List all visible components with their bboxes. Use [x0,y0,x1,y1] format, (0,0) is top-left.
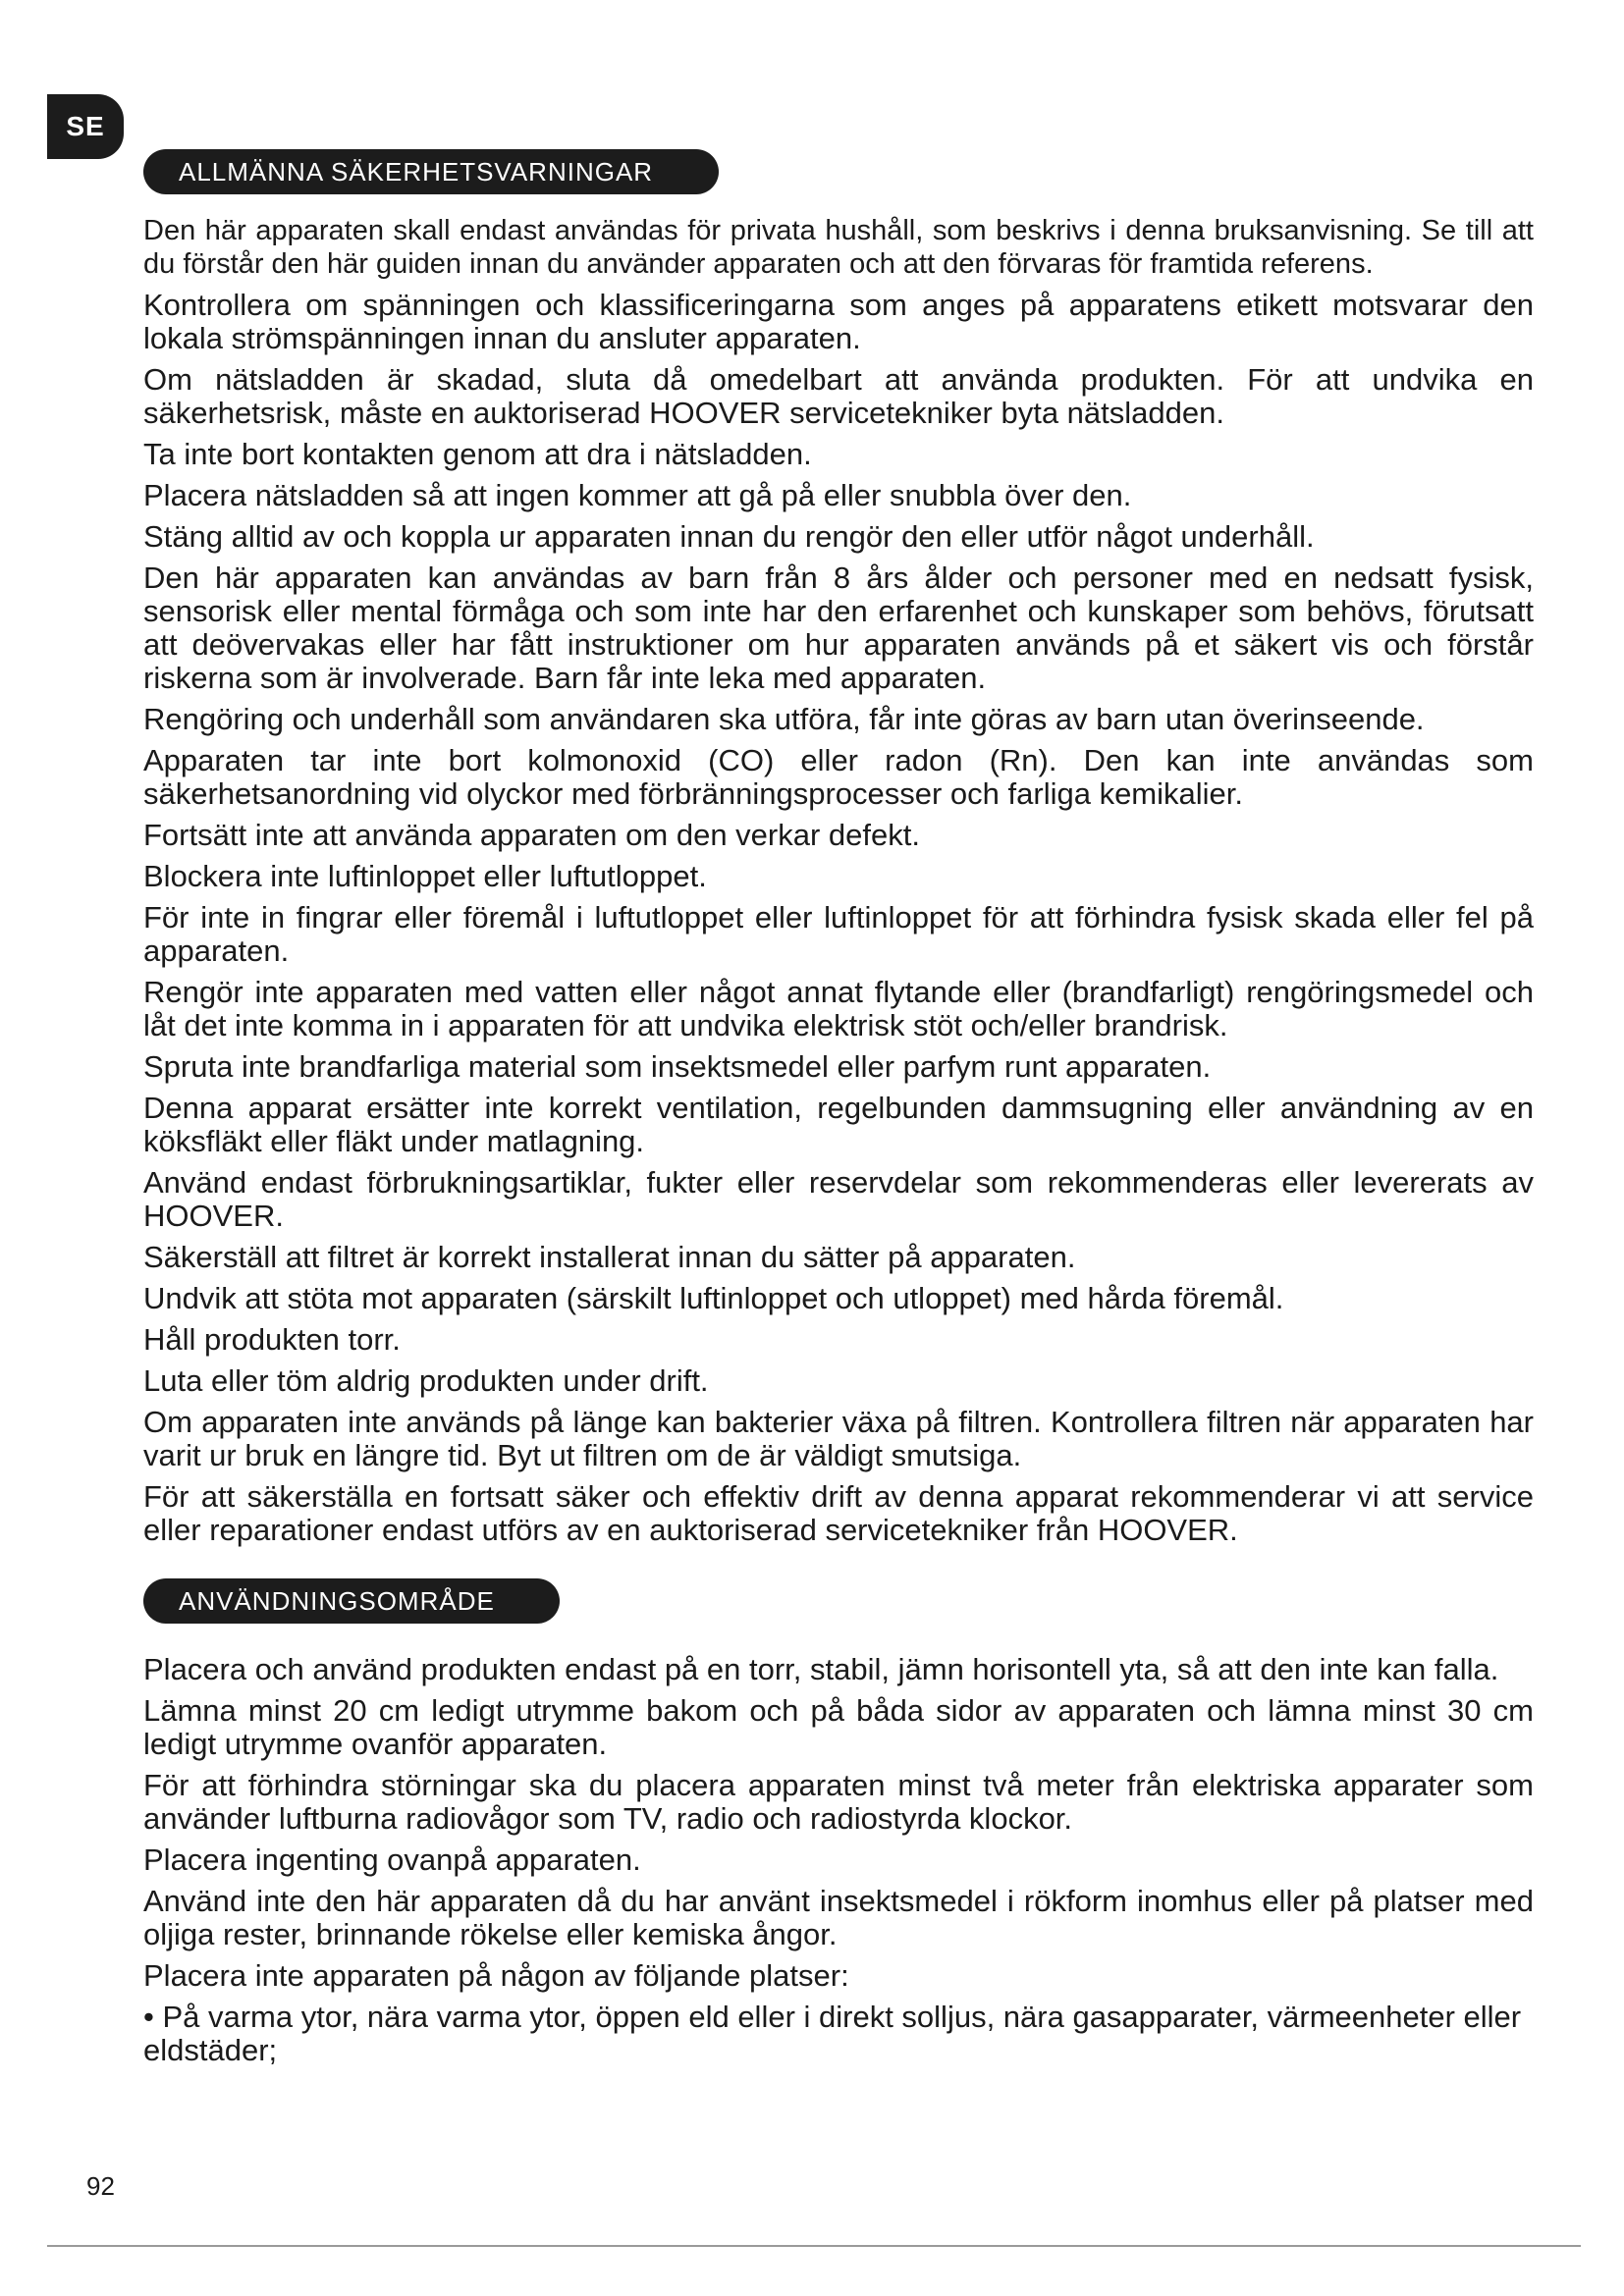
paragraph: Om apparaten inte används på länge kan bakterier växa på filtren. Kontrollera filtren när apparaten har varit ur bruk en längre tid. Byt ut filtren om de är väldigt smutsiga. [143,1405,1534,1472]
paragraph: Håll produkten torr. [143,1322,401,1357]
paragraph: För att förhindra störningar ska du placera apparaten minst två meter från elektriska apparater som använder luftburna radiovågor som TV, radio och radiostyrda klockor. [143,1768,1534,1836]
paragraph: Placera nätsladden så att ingen kommer att gå på eller snubbla över den. [143,478,1132,512]
paragraph: Rengöring och underhåll som användaren ska utföra, får inte göras av barn utan överinseende. [143,702,1425,736]
paragraph: Apparaten tar inte bort kolmonoxid (CO) eller radon (Rn). Den kan inte användas som säkerhetsanordning vid olyckor med förbränningsprocesser och farliga kemikalier. [143,743,1534,811]
paragraph: Om nätsladden är skadad, sluta då omedelbart att använda produkten. För att undvika en säkerhetsrisk, måste en auktoriserad HOOVER servicetekniker byta nätsladden. [143,362,1534,430]
paragraph: Säkerställ att filtret är korrekt installerat innan du sätter på apparaten. [143,1240,1076,1274]
paragraph: Undvik att stöta mot apparaten (särskilt luftinloppet och utloppet) med hårda föremål. [143,1281,1284,1315]
paragraph: Ta inte bort kontakten genom att dra i nätsladden. [143,437,812,471]
paragraph: För inte in fingrar eller föremål i luftutloppet eller luftinloppet för att förhindra fysisk skada eller fel på apparaten. [143,900,1534,968]
paragraph: Luta eller töm aldrig produkten under drift. [143,1363,709,1398]
section-header-safety: ALLMÄNNA SÄKERHETSVARNINGAR [143,149,719,194]
paragraph: Stäng alltid av och koppla ur apparaten innan du rengör den eller utför något underhåll. [143,519,1315,554]
paragraph: Använd endast förbrukningsartiklar, fukter eller reservdelar som rekommenderas eller levererats av HOOVER. [143,1165,1534,1233]
paragraph: Lämna minst 20 cm ledigt utrymme bakom och på båda sidor av apparaten och lämna minst 30 cm ledigt utrymme ovanför apparaten. [143,1693,1534,1761]
language-tab: SE [47,94,124,159]
page-number: 92 [86,2171,115,2201]
paragraph: Den här apparaten kan användas av barn från 8 års ålder och personer med en nedsatt fysisk, sensorisk eller mental förmåga och som inte har den erfarenhet och kunskaper som behövs, förutsatt att deövervakas eller har fått instruktioner om hur apparaten används på et säkert vis och förstår riskerna som är involverade. Barn får inte leka med apparaten. [143,561,1534,695]
safety-warnings-body [143,214,1534,1555]
paragraph: Placera ingenting ovanpå apparaten. [143,1842,641,1877]
paragraph: Rengör inte apparaten med vatten eller något annat flytande eller (brandfarligt) rengöringsmedel och låt det inte komma in i apparaten för att undvika elektrisk stöt och/eller brandrisk. [143,975,1534,1042]
paragraph: Placera och använd produkten endast på en torr, stabil, jämn horisontell yta, så att den inte kan falla. [143,1652,1499,1686]
paragraph: Spruta inte brandfarliga material som insektsmedel eller parfym runt apparaten. [143,1049,1212,1084]
paragraph: Blockera inte luftinloppet eller luftutloppet. [143,859,707,893]
paragraph: Kontrollera om spänningen och klassificeringarna som anges på apparatens etikett motsvarar den lokala strömspänningen innan du ansluter apparaten. [143,288,1534,355]
paragraph: Denna apparat ersätter inte korrekt ventilation, regelbunden dammsugning eller användning av en köksfläkt eller fläkt under matlagning. [143,1091,1534,1158]
bullet-item: • På varma ytor, nära varma ytor, öppen eld eller i direkt solljus, nära gasapparater, värmeenheter eller eldstäder; [143,2000,1522,2067]
paragraph: Den här apparaten skall endast användas för privata hushåll, som beskrivs i denna bruksanvisning. Se till att du förstår den här guiden innan du använder apparaten och att den förvaras för framtida referens. [143,215,1534,280]
paragraph: Använd inte den här apparaten då du har använt insektsmedel i rökform inomhus eller på platser med oljiga rester, brinnande rökelse eller kemiska ångor. [143,1884,1534,1951]
paragraph: Placera inte apparaten på någon av följande platser: [143,1958,849,1993]
paragraph: För att säkerställa en fortsatt säker och effektiv drift av denna apparat rekommenderar vi att service eller reparationer endast utförs av en auktoriserad servicetekniker från HOOVER. [143,1479,1534,1547]
usage-area-body [143,1653,1534,2067]
paragraph: Fortsätt inte att använda apparaten om den verkar defekt. [143,818,920,852]
section-header-usage-area: ANVÄNDNINGSOMRÅDE [143,1578,560,1624]
footer-divider [47,2245,1581,2247]
